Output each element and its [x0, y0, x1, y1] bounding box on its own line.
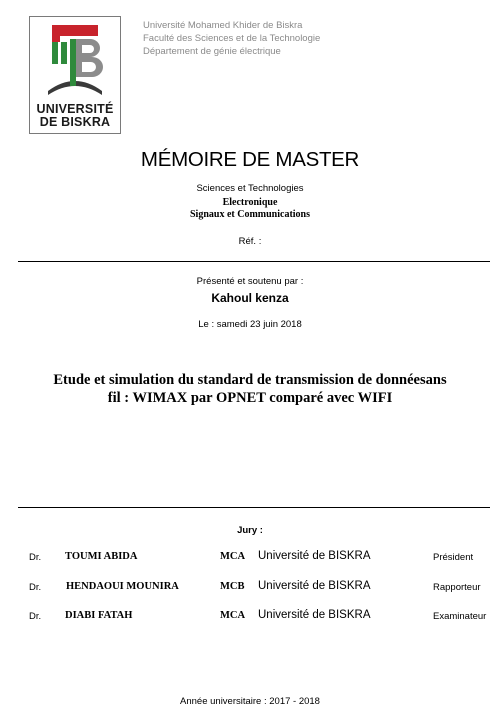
jury-university: Université de BISKRA	[258, 580, 371, 592]
institution-university: Université Mohamed Khider de Biskra	[143, 20, 303, 31]
jury-title: Dr.	[29, 611, 42, 622]
field-label: Electronique	[222, 197, 278, 208]
jury-university: Université de BISKRA	[258, 609, 371, 621]
jury-row	[0, 550, 500, 568]
jury-university: Université de BISKRA	[258, 550, 371, 562]
jury-title: Dr.	[29, 552, 42, 563]
thesis-title-line2: fil : WIMAX par OPNET comparé avec WIFI	[107, 390, 393, 406]
institution-faculty: Faculté des Sciences et de la Technologie	[143, 33, 321, 44]
jury-heading: Jury :	[237, 525, 263, 536]
academic-year: Année universitaire : 2017 - 2018	[180, 696, 320, 707]
jury-grade: MCA	[220, 610, 246, 621]
logo-text-biskra: DE BISKRA	[39, 115, 111, 129]
divider-jury	[18, 507, 490, 508]
jury-name: TOUMI ABIDA	[65, 551, 138, 562]
divider-top	[18, 261, 490, 262]
jury-grade: MCA	[220, 551, 246, 562]
thesis-title-line1: Etude et simulation du standard de transmission de donnéesans	[53, 372, 447, 388]
jury-role: Rapporteur	[433, 582, 481, 593]
jury-title: Dr.	[29, 582, 42, 593]
university-logo	[29, 16, 121, 134]
jury-role: Examinateur	[433, 611, 487, 622]
university-emblem-icon	[30, 17, 120, 101]
jury-name: HENDAOUI MOUNIRA	[66, 581, 179, 592]
jury-grade: MCB	[220, 581, 245, 592]
defense-date: Le : samedi 23 juin 2018	[198, 319, 302, 330]
domain-label: Sciences et Technologies	[196, 183, 304, 194]
reference-label: Réf. :	[238, 236, 262, 247]
specialty-label: Signaux et Communications	[189, 209, 310, 220]
logo-text-university: UNIVERSITÉ	[36, 102, 114, 116]
document-title: MÉMOIRE DE MASTER	[140, 148, 360, 171]
jury-row	[0, 580, 500, 598]
presented-by-label: Présenté et soutenu par :	[196, 276, 304, 287]
jury-name: DIABI FATAH	[65, 610, 133, 621]
thesis-title	[30, 371, 470, 407]
jury-role: Président	[433, 552, 474, 563]
institution-department: Département de génie électrique	[143, 46, 281, 57]
author-name: Kahoul kenza	[211, 291, 289, 305]
jury-row	[0, 609, 500, 627]
